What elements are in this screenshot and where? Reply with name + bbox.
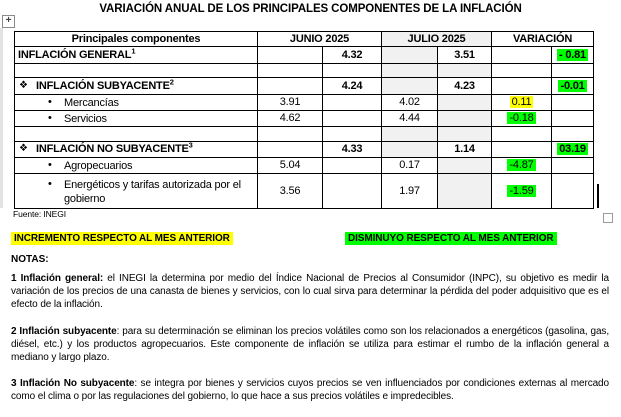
cell-component[interactable]: [15, 142, 258, 158]
cell-junio-a[interactable]: [258, 127, 323, 142]
cell-component[interactable]: [15, 95, 258, 111]
variation-highlight: 03.19: [559, 143, 586, 155]
cell-junio-b[interactable]: [323, 64, 382, 78]
cell-variacion-a[interactable]: [492, 95, 552, 111]
move-cross-icon: +: [5, 15, 12, 26]
variation-highlight: -1.59: [509, 184, 534, 197]
cell-variacion-b[interactable]: [552, 158, 594, 174]
cell-variacion-a[interactable]: [492, 127, 552, 142]
diamond-bullet-icon: ❖: [19, 143, 28, 154]
row-label: Servicios: [64, 113, 107, 125]
note-general-lead: 1 Inflación general:: [11, 273, 104, 284]
cell-component[interactable]: [15, 78, 258, 95]
note-general-text: el INEGI la determina por medio del Índice Nacional de Precios al Consumidor (INPC), su objetivo es medir la variación de los precios de una canasta de bienes y servicios, con lo cual sirva para determinar la pérdida del poder adquisitivo que es el efecto de la inflación.: [11, 273, 609, 311]
table-row: [15, 64, 594, 78]
cell-julio-a[interactable]: [382, 142, 438, 158]
page-edge-strip: [0, 28, 3, 208]
cell-component[interactable]: [15, 47, 258, 64]
cell-variacion-a[interactable]: [492, 47, 552, 64]
notes-title: NOTAS:: [11, 254, 49, 265]
table-header-row: [15, 32, 594, 47]
diamond-bullet-icon: ❖: [19, 79, 28, 91]
cell-junio-b[interactable]: 4.24: [323, 78, 382, 95]
cell-variacion-b[interactable]: [552, 78, 594, 95]
cell-variacion-b[interactable]: [552, 64, 594, 78]
cell-component[interactable]: [15, 174, 258, 209]
text-cursor: [597, 184, 599, 208]
cell-component[interactable]: [15, 64, 258, 78]
table-resize-handle[interactable]: [603, 213, 613, 223]
cell-julio-a[interactable]: [382, 78, 438, 95]
cell-component[interactable]: [15, 158, 258, 174]
cell-julio-b[interactable]: [438, 127, 492, 142]
cell-junio-a[interactable]: [258, 64, 323, 78]
cell-julio-a[interactable]: 0.17: [382, 158, 438, 174]
cell-variacion-b[interactable]: [552, 95, 594, 111]
cell-junio-b[interactable]: [323, 95, 382, 111]
variation-highlight: -0.18: [509, 112, 534, 124]
row-label: INFLACIÓN SUBYACENTE$^2$: [36, 77, 174, 92]
cell-junio-a[interactable]: [258, 142, 323, 158]
cell-julio-b[interactable]: [438, 111, 492, 127]
note-subyacente-text: : para su determinación se eliminan los precios volátiles como son los relacionados a energéticos (gasolina, gas, diésel, etc.) y los productos agropecuarios. Este componente de inflación se utiliza para estimar el rumbo de la inflación general a mediano y largo plazo.: [11, 326, 609, 364]
cell-junio-a[interactable]: [258, 78, 323, 95]
page-title: VARIACIÓN ANUAL DE LOS PRINCIPALES COMPONENTES DE LA INFLACIÓN: [99, 3, 522, 15]
cell-junio-a[interactable]: 3.91: [258, 95, 323, 111]
cell-julio-a[interactable]: [382, 47, 438, 64]
cell-julio-b[interactable]: 1.14: [438, 142, 492, 158]
cell-variacion-b[interactable]: [552, 47, 594, 64]
variation-highlight: -0.01: [560, 79, 585, 92]
cell-julio-b[interactable]: 3.51: [438, 47, 492, 64]
header-principales[interactable]: Principales componentes: [15, 32, 258, 47]
note-general: [11, 272, 609, 312]
row-label: Agropecuarios: [64, 160, 133, 172]
cell-variacion-b[interactable]: [552, 127, 594, 142]
row-label: INFLACIÓN NO SUBYACENTE$^3$: [36, 141, 193, 155]
row-label: Energéticos y tarifas autorizada por el gobierno: [64, 178, 241, 205]
table-row: [15, 111, 594, 127]
note-subyacente-lead: 2 Inflación subyacente: [11, 326, 117, 337]
variation-highlight: -4.87: [509, 159, 534, 171]
inflation-table: [14, 31, 594, 209]
table-row: [15, 78, 594, 95]
cell-component[interactable]: [15, 111, 258, 127]
variation-highlight: 0.11: [511, 96, 532, 108]
header-variacion[interactable]: VARIACIÓN: [492, 32, 594, 47]
note-no-subyacente-text: : se integra por bienes y servicios cuyos precios se ven influenciados por condiciones externas al mercado como el clima o por las regulaciones del gobierno, lo que hace a sus precios volátiles e impredecibles.: [11, 378, 609, 403]
dot-bullet-icon: •: [48, 177, 52, 190]
cell-junio-b[interactable]: [323, 174, 382, 209]
cell-variacion-a[interactable]: [492, 174, 552, 209]
cell-junio-b[interactable]: 4.33: [323, 142, 382, 158]
cell-junio-b[interactable]: 4.32: [323, 47, 382, 64]
cell-variacion-a[interactable]: [492, 158, 552, 174]
cell-component[interactable]: [15, 127, 258, 142]
table-row: [15, 47, 594, 64]
table-row: [15, 158, 594, 174]
source-note: Fuente: INEGI: [13, 209, 67, 219]
cell-julio-b[interactable]: [438, 174, 492, 209]
dot-bullet-icon: •: [48, 159, 52, 171]
table-move-handle[interactable]: [2, 15, 15, 28]
cell-variacion-b[interactable]: [552, 174, 594, 209]
legend-increase: INCREMENTO RESPECTO AL MES ANTERIOR: [11, 232, 233, 245]
cell-variacion-a[interactable]: [492, 142, 552, 158]
cell-junio-a[interactable]: 4.62: [258, 111, 323, 127]
variation-highlight: - 0.81: [559, 48, 586, 61]
cell-variacion-a[interactable]: [492, 78, 552, 95]
table-body: [15, 47, 594, 209]
cell-julio-b[interactable]: [438, 95, 492, 111]
cell-variacion-a[interactable]: [492, 64, 552, 78]
cell-julio-a[interactable]: [382, 127, 438, 142]
cell-junio-a[interactable]: [258, 47, 323, 64]
note-subyacente: [11, 325, 609, 365]
table-row: [15, 127, 594, 142]
cell-variacion-b[interactable]: [552, 111, 594, 127]
header-julio[interactable]: JULIO 2025: [382, 32, 492, 47]
cell-variacion-b[interactable]: [552, 142, 594, 158]
table-row: [15, 95, 594, 111]
cell-junio-b[interactable]: [323, 158, 382, 174]
cell-junio-b[interactable]: [323, 111, 382, 127]
table-row: [15, 174, 594, 209]
note-no-subyacente-lead: 3 Inflación No subyacente: [11, 378, 135, 389]
cell-junio-b[interactable]: [323, 127, 382, 142]
cell-junio-a[interactable]: 3.56: [258, 174, 323, 209]
cell-julio-b[interactable]: 4.23: [438, 78, 492, 95]
cell-julio-a[interactable]: 1.97: [382, 174, 438, 209]
row-label: Mercancías: [64, 97, 119, 109]
cell-julio-b[interactable]: [438, 64, 492, 78]
note-no-subyacente: [11, 377, 609, 403]
header-junio[interactable]: JUNIO 2025: [258, 32, 382, 47]
cell-junio-a[interactable]: 5.04: [258, 158, 323, 174]
dot-bullet-icon: •: [48, 112, 52, 124]
table-row: [15, 142, 594, 158]
cell-variacion-a[interactable]: [492, 111, 552, 127]
dot-bullet-icon: •: [48, 96, 52, 108]
cell-julio-b[interactable]: [438, 158, 492, 174]
row-label: INFLACIÓN GENERAL$^1$: [18, 46, 136, 61]
cell-julio-a[interactable]: 4.02: [382, 95, 438, 111]
cell-julio-a[interactable]: 4.44: [382, 111, 438, 127]
legend-decrease: DISMINUYO RESPECTO AL MES ANTERIOR: [345, 232, 557, 245]
cell-julio-a[interactable]: [382, 64, 438, 78]
